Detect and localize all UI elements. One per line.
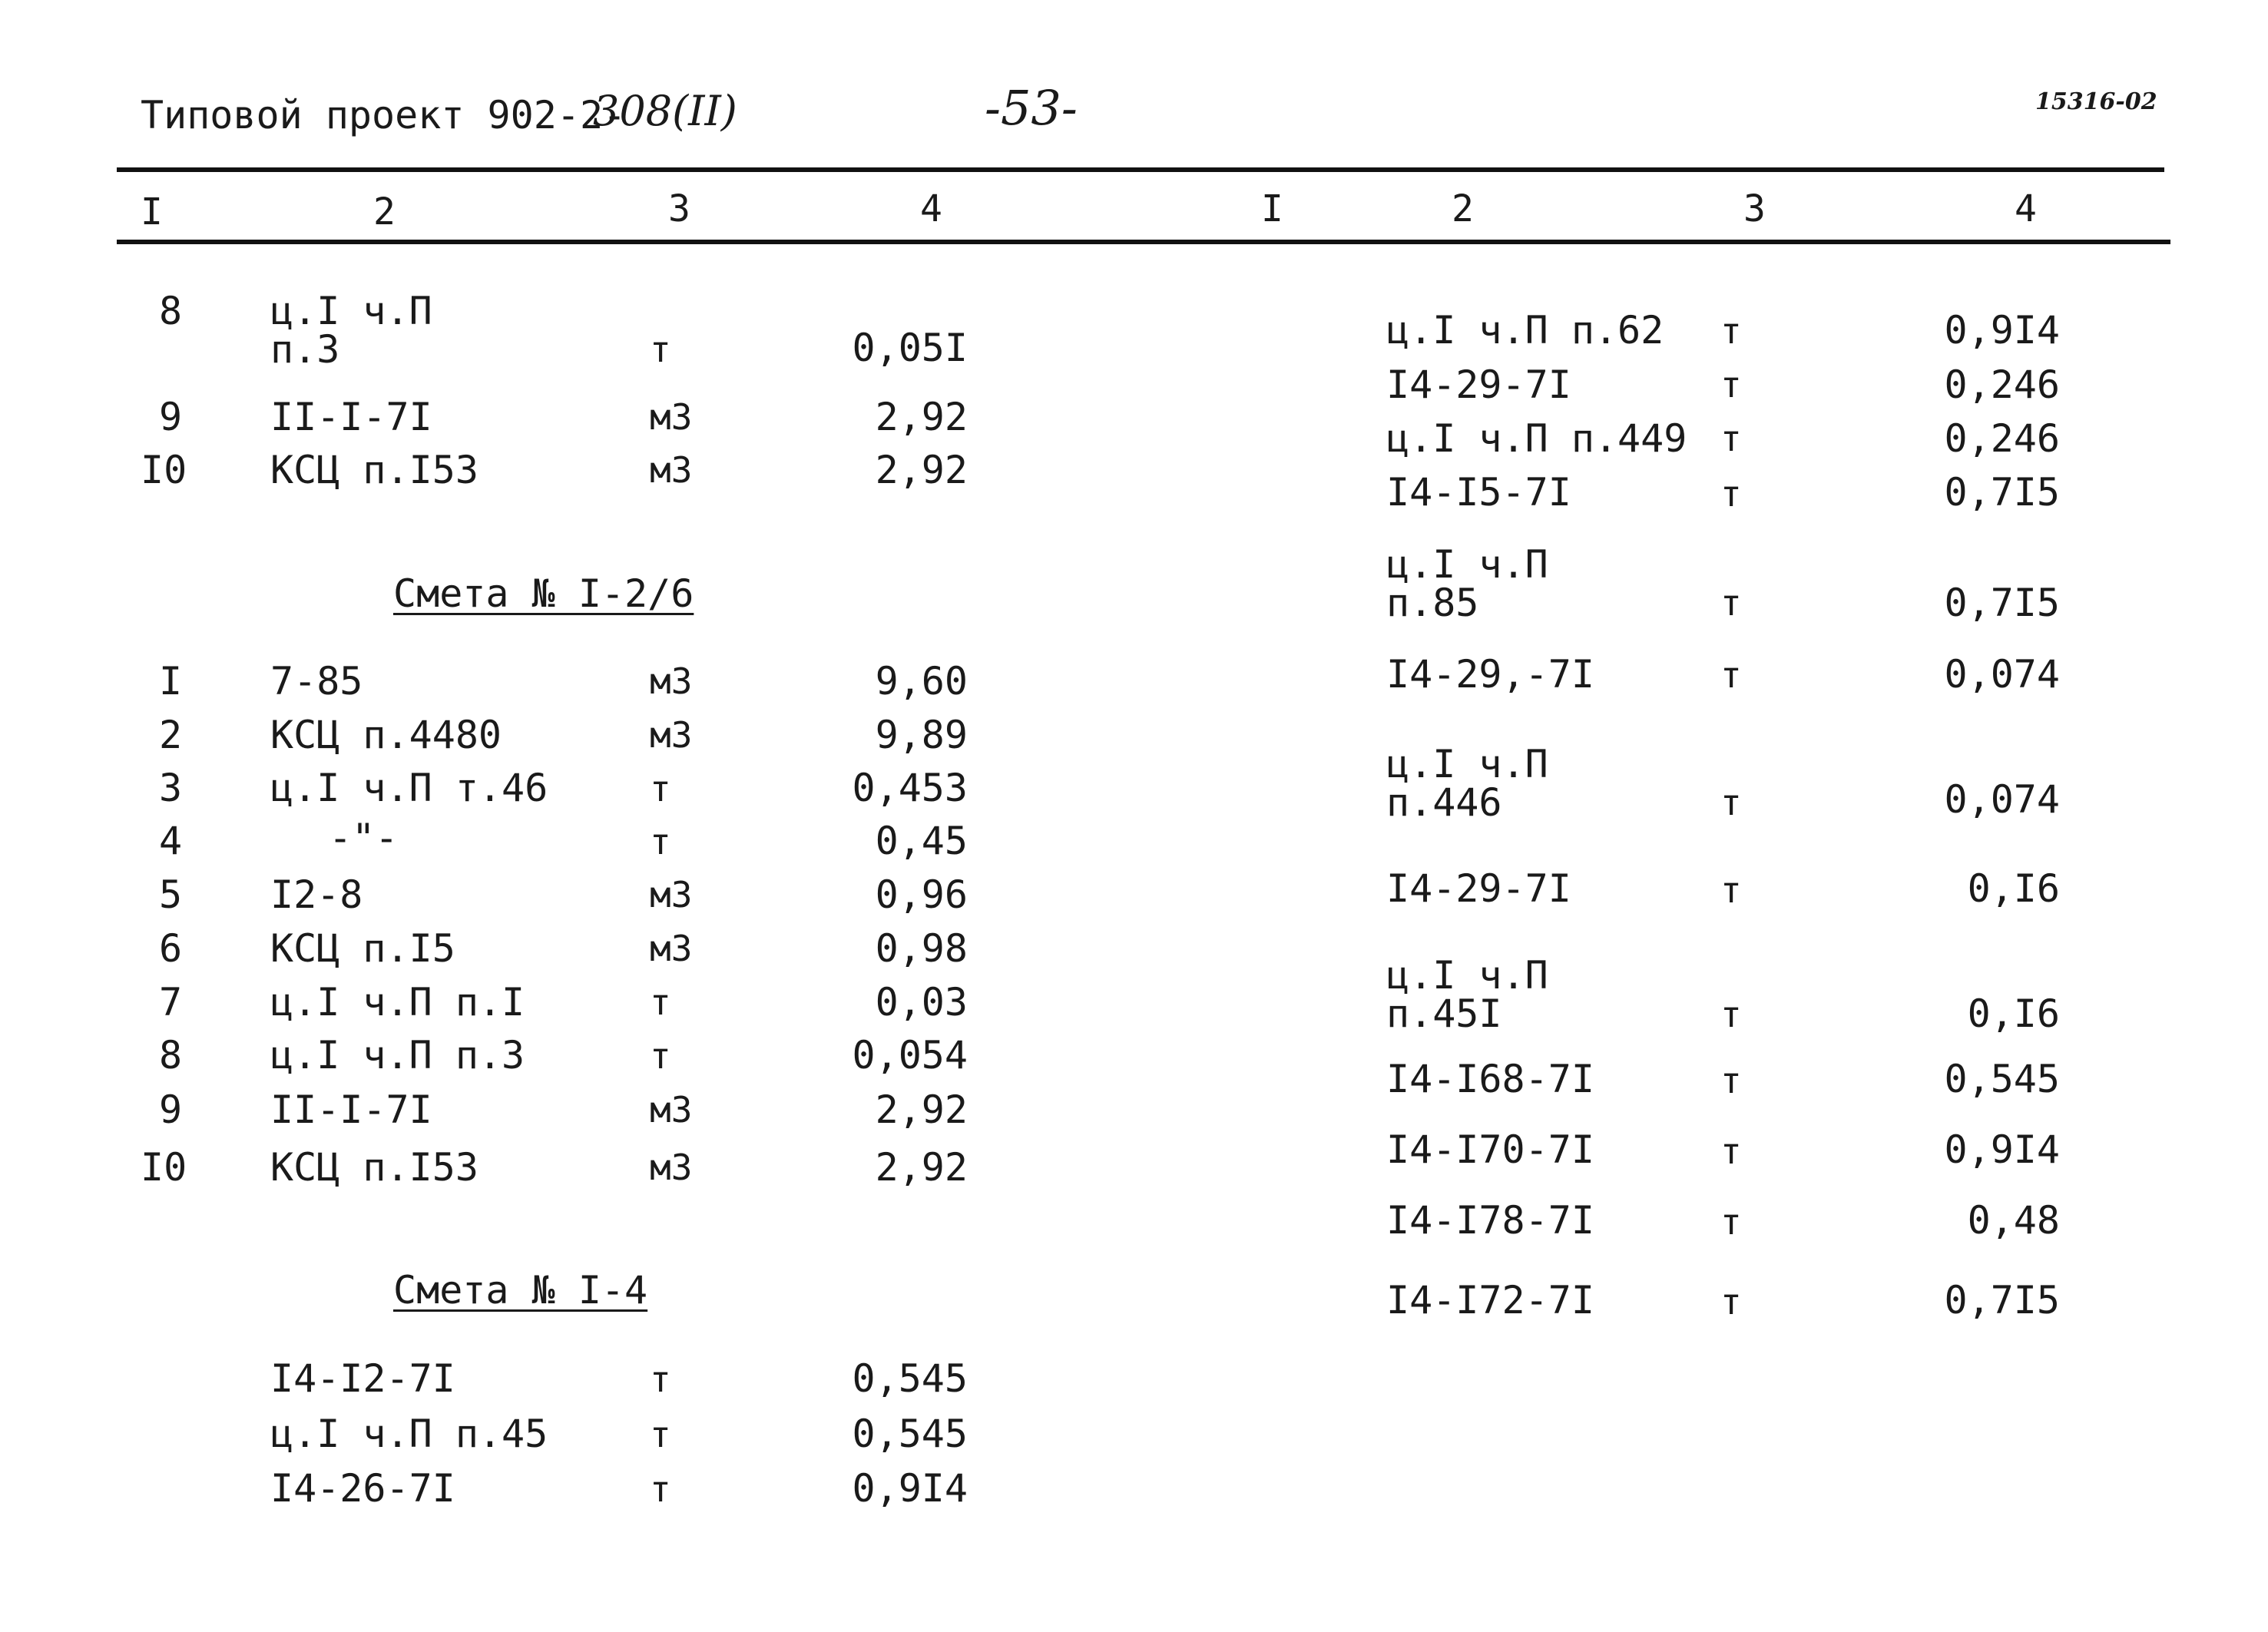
row-code: I4-I72-7I xyxy=(1386,1278,1594,1322)
row-number: I xyxy=(159,659,183,703)
row-value: 0,054 xyxy=(852,1033,968,1078)
row-code: I4-I70-7I xyxy=(1386,1127,1594,1172)
row-number: 9 xyxy=(159,395,183,439)
row-value: 0,545 xyxy=(852,1412,968,1456)
row-value: 0,98 xyxy=(875,926,968,971)
row-value: 0,545 xyxy=(1944,1057,2060,1101)
row-unit: м3 xyxy=(650,396,693,438)
col-num-1-left: I xyxy=(141,190,163,233)
project-label: Типовой проект 902-2- xyxy=(141,93,627,137)
row-value: 0,03 xyxy=(875,980,968,1025)
row-value: 0,246 xyxy=(1944,416,2060,461)
row-unit: м3 xyxy=(650,660,693,702)
row-code: ц.I ч.П п.449 xyxy=(1386,416,1687,461)
row-value: 0,453 xyxy=(852,766,968,810)
row-code-line2: п.45I xyxy=(1386,991,1502,1036)
row-value: 9,89 xyxy=(875,713,968,757)
row-number: 9 xyxy=(159,1087,183,1132)
row-value: 0,246 xyxy=(1944,362,2060,407)
row-code: ц.I ч.П п.62 xyxy=(1386,308,1664,353)
row-unit: т xyxy=(1720,994,1742,1035)
row-unit: т xyxy=(650,1414,671,1455)
row-unit: т xyxy=(650,821,671,862)
row-code: КСЦ п.I5 xyxy=(270,926,455,971)
row-number: 7 xyxy=(159,980,183,1025)
row-code: ц.I ч.П т.46 xyxy=(270,766,548,810)
row-value: 0,074 xyxy=(1944,777,2060,822)
col-num-3-right: 3 xyxy=(1743,187,1766,230)
header-rule-bottom xyxy=(117,240,2170,244)
row-code: 7-85 xyxy=(270,659,363,703)
header-rule-top xyxy=(117,167,2164,172)
row-value: 0,I6 xyxy=(1967,866,2060,911)
row-unit: т xyxy=(650,1035,671,1077)
row-unit: т xyxy=(1720,310,1742,352)
row-unit: т xyxy=(1720,782,1742,823)
row-code-line2: п.3 xyxy=(270,327,340,372)
row-number: 5 xyxy=(159,872,183,917)
row-unit: м3 xyxy=(650,449,693,491)
row-unit: т xyxy=(650,1359,671,1400)
row-code: I4-29-7I xyxy=(1386,362,1571,407)
row-unit: т xyxy=(1720,1060,1742,1101)
col-num-2-right: 2 xyxy=(1452,187,1474,230)
row-code-line1: ц.I ч.П xyxy=(1386,953,1548,998)
project-suffix: 308(II) xyxy=(593,87,737,135)
row-unit: т xyxy=(1720,473,1742,515)
row-unit: т xyxy=(1720,1281,1742,1322)
row-value: 2,92 xyxy=(875,395,968,439)
row-value: 2,92 xyxy=(875,448,968,492)
row-number: 4 xyxy=(159,819,183,863)
row-value: 0,545 xyxy=(852,1356,968,1401)
row-code-line1: ц.I ч.П xyxy=(1386,742,1548,786)
col-num-1-right: I xyxy=(1261,187,1283,230)
row-value: 0,7I5 xyxy=(1944,1278,2060,1322)
col-num-4-right: 4 xyxy=(2015,187,2037,230)
row-unit: м3 xyxy=(650,1089,693,1130)
row-unit: м3 xyxy=(650,928,693,969)
row-value: 9,60 xyxy=(875,659,968,703)
row-code: I4-26-7I xyxy=(270,1466,455,1511)
row-value: 0,45 xyxy=(875,819,968,863)
row-code: I4-I2-7I xyxy=(270,1356,455,1401)
col-num-3-left: 3 xyxy=(668,187,690,230)
row-unit: т xyxy=(650,329,671,370)
row-value: 2,92 xyxy=(875,1087,968,1132)
row-code: II-I-7I xyxy=(270,395,432,439)
row-number: 6 xyxy=(159,926,183,971)
row-unit: т xyxy=(1720,582,1742,624)
row-value: 0,7I5 xyxy=(1944,581,2060,625)
row-value: 0,48 xyxy=(1967,1198,2060,1243)
section-title-2: Смета № I-4 xyxy=(393,1268,648,1313)
row-code-line1: ц.I ч.П xyxy=(270,289,432,333)
row-code: I4-I5-7I xyxy=(1386,470,1571,515)
row-code: ц.I ч.П п.3 xyxy=(270,1033,525,1078)
row-value: 2,92 xyxy=(875,1145,968,1190)
row-unit: м3 xyxy=(650,1147,693,1188)
row-unit: т xyxy=(650,982,671,1023)
row-number: 8 xyxy=(159,289,183,333)
row-code: КСЦ п.4480 xyxy=(270,713,502,757)
row-code: I4-I78-7I xyxy=(1386,1198,1594,1243)
row-number: 8 xyxy=(159,1033,183,1078)
row-code: ц.I ч.П п.45 xyxy=(270,1412,548,1456)
row-value: 0,9I4 xyxy=(1944,1127,2060,1172)
row-code: I4-I68-7I xyxy=(1386,1057,1594,1101)
row-code: КСЦ п.I53 xyxy=(270,448,478,492)
col-num-2-left: 2 xyxy=(373,190,396,233)
row-number: 3 xyxy=(159,766,183,810)
col-num-4-left: 4 xyxy=(920,187,942,230)
row-unit: т xyxy=(1720,654,1742,696)
row-unit: м3 xyxy=(650,714,693,756)
row-value: 0,96 xyxy=(875,872,968,917)
row-value: 0,7I5 xyxy=(1944,470,2060,515)
row-number: I0 xyxy=(141,1145,187,1190)
row-unit: т xyxy=(650,768,671,809)
row-code: II-I-7I xyxy=(270,1087,432,1132)
row-unit: т xyxy=(1720,418,1742,459)
row-number: I0 xyxy=(141,448,187,492)
row-code-line2: п.85 xyxy=(1386,581,1479,625)
row-code-line2: п.446 xyxy=(1386,780,1502,825)
row-unit: т xyxy=(1720,1201,1742,1243)
row-value: 0,9I4 xyxy=(1944,308,2060,353)
row-unit: т xyxy=(1720,364,1742,406)
row-code: ц.I ч.П п.I xyxy=(270,980,525,1025)
row-unit: т xyxy=(1720,1130,1742,1172)
row-number: 2 xyxy=(159,713,183,757)
row-code-line1: ц.I ч.П xyxy=(1386,542,1548,587)
section-title-1: Смета № I-2/6 xyxy=(393,571,694,616)
row-code: I4-29-7I xyxy=(1386,866,1571,911)
row-unit: т xyxy=(650,1468,671,1510)
row-value: 0,9I4 xyxy=(852,1466,968,1511)
row-code: I4-29,-7I xyxy=(1386,652,1594,697)
row-value: 0,05I xyxy=(852,326,968,370)
page-number: -53- xyxy=(985,80,1078,136)
row-value: 0,074 xyxy=(1944,652,2060,697)
row-code-ditto: -"- xyxy=(329,816,399,860)
row-value: 0,I6 xyxy=(1967,991,2060,1036)
doc-code: 15316-02 xyxy=(2035,88,2157,115)
row-code: I2-8 xyxy=(270,872,363,917)
row-code: КСЦ п.I53 xyxy=(270,1145,478,1190)
row-unit: м3 xyxy=(650,874,693,915)
row-unit: т xyxy=(1720,869,1742,911)
